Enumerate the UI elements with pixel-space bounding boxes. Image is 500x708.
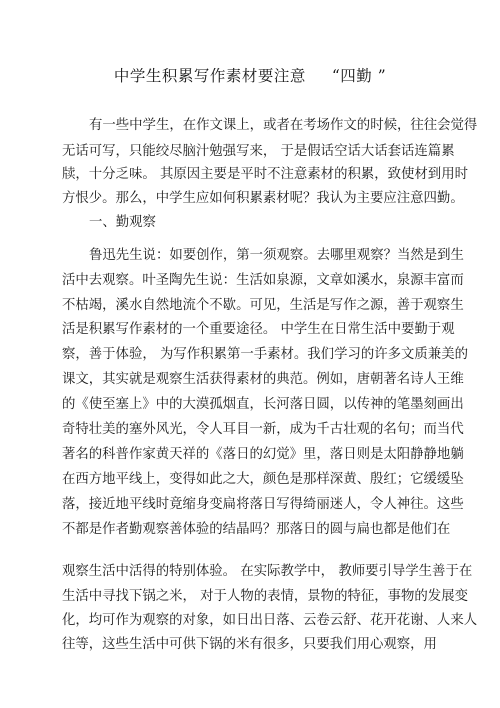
paragraph-line: 生活中寻找下锅之米， 对于人物的表情，景物的特征，事物的发展变 bbox=[62, 589, 468, 604]
paragraph-line: 不都是作者勤观察善体验的结晶吗？那落日的圆与扁也都是他们在 bbox=[62, 522, 451, 537]
intro-line: 无话可写，只能绞尽脑汁勉强写来， 于是假话空话大话套话连篇累 bbox=[62, 144, 455, 159]
paragraph-line: 活中去观察。叶圣陶先生说：生活如泉源，文章如溪水，泉源丰富而 bbox=[62, 273, 464, 288]
paragraph-line: 奇特壮美的塞外风光，令人耳目一新，成为千古壮观的名句；而当代 bbox=[62, 422, 464, 437]
paragraph-line: 不枯竭，溪水自然地流个不歇。可见，生活是写作之源，善于观察生 bbox=[62, 298, 464, 313]
paragraph-line: 往等，这些生活中可供下锅的米有很多，只要我们用心观察，用 bbox=[62, 637, 437, 652]
section-heading: 一、勤观察 bbox=[89, 215, 156, 230]
intro-line: 牍，十分乏味。 其原因主要是平时不注意素材的积累，致使材到用时 bbox=[62, 167, 468, 182]
paragraph-line: 鲁迅先生说：如要创作，第一须观察。去哪里观察？当然是到生 bbox=[89, 248, 464, 263]
paragraph-line: 著名的科普作家黄天祥的《落日的幻觉》里，落日则是太阳静静地躺 bbox=[62, 447, 464, 462]
intro-line: 方恨少。那么，中学生应如何积累素材呢？我认为主要应注意四勤。 bbox=[62, 191, 464, 206]
paragraph-line: 的《使至塞上》中的大漠孤烟直，长河落日圆，以传神的笔墨刻画出 bbox=[62, 397, 464, 412]
intro-line: 有一些中学生，在作文课上，或者在考场作文的时候，往往会觉得 bbox=[89, 118, 478, 133]
page-title bbox=[0, 64, 500, 86]
paragraph-line: 落，接近地平线时竟缩身变扁将落日写得绮丽迷人，令人神往。这些 bbox=[62, 497, 464, 512]
title-quote: “四勤 ” bbox=[331, 67, 387, 85]
paragraph-line: 活是积累写作素材的一个重要途径。 中学生在日常生活中要勤于观 bbox=[62, 322, 455, 337]
paragraph-line: 观察生活中活得的特别体验。 在实际教学中， 教师要引导学生善于在 bbox=[62, 564, 473, 579]
paragraph-line: 在西方地平线上，变得如此之大，颜色是那样深黄、殷红；它缓缓坠 bbox=[62, 472, 464, 487]
paragraph-line: 察，善于体验， 为写作积累第一手素材。我们学习的许多文质兼美的 bbox=[62, 347, 468, 362]
paragraph-line: 化，均可作为观察的对象，如日出日落、云卷云舒、花开花谢、人来人 bbox=[62, 613, 478, 628]
paragraph-line: 课文，其实就是观察生活获得素材的典范。例如，唐朝著名诗人王维 bbox=[62, 372, 464, 387]
title-text: 中学生积累写作素材要注意 bbox=[113, 67, 306, 85]
